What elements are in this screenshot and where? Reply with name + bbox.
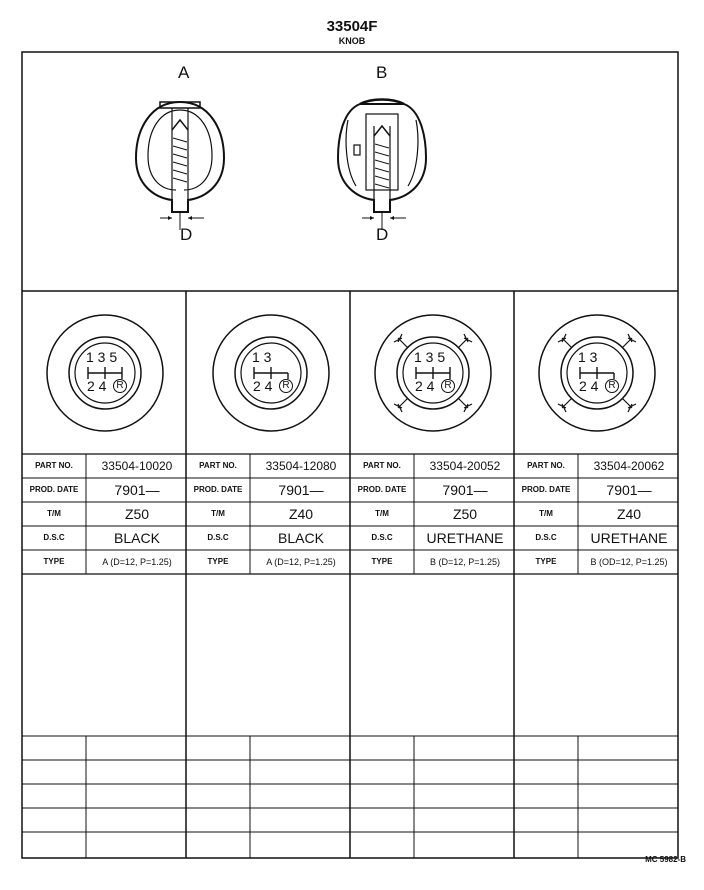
cell-dsc: URETHANE [426,530,504,546]
knob-top-view-1 [44,312,166,434]
drawing-code: MC 5982-B [645,855,686,864]
row-label-prod-date: PROD. DATE [29,485,79,494]
cell-part-no: 33504-20052 [429,459,501,473]
cell-part-no: 33504-20062 [593,459,665,473]
shift-pattern-top-4: 1 3 [578,349,598,365]
row-label-tm: T/M [211,509,225,518]
reverse-badge-3: R [441,379,455,393]
row-label-part-no: PART NO. [35,461,73,470]
part-name-subtitle: KNOB [338,36,366,46]
cell-prod-date: 7901— [442,482,488,498]
shift-pattern-bottom-3: 2 4 [415,378,435,394]
cell-tm: Z40 [616,506,642,522]
shift-pattern-bottom-1: 2 4 [87,378,107,394]
part-code-title: 33504F [326,18,378,35]
row-label-type: TYPE [43,557,65,566]
reverse-badge-2: R [279,379,293,393]
knob-top-view-3 [372,312,494,434]
cell-prod-date: 7901— [606,482,652,498]
view-b-label: B [376,63,388,82]
shift-pattern-bottom-4: 2 4 [579,378,599,394]
row-label-dsc: D.S.C [535,533,557,542]
shift-pattern-top-2: 1 3 [252,349,272,365]
row-label-prod-date: PROD. DATE [193,485,243,494]
view-a-label: A [178,63,190,82]
cell-tm: Z50 [124,506,150,522]
row-label-dsc: D.S.C [371,533,393,542]
cell-part-no: 33504-10020 [101,459,173,473]
row-label-dsc: D.S.C [43,533,65,542]
row-label-tm: T/M [47,509,61,518]
cell-dsc: URETHANE [590,530,668,546]
shift-pattern-bottom-2: 2 4 [253,378,273,394]
row-label-part-no: PART NO. [363,461,401,470]
cell-type: A (D=12, P=1.25) [266,557,336,567]
cell-type: B (D=12, P=1.25) [429,557,501,567]
row-label-dsc: D.S.C [207,533,229,542]
row-label-type: TYPE [371,557,393,566]
cell-type: A (D=12, P=1.25) [102,557,172,567]
row-label-part-no: PART NO. [199,461,237,470]
knob-top-view-4 [536,312,658,434]
reverse-badge-4: R [605,379,619,393]
dim-a-label: D [180,225,193,244]
knob-top-view-2 [210,312,332,434]
cell-prod-date: 7901— [278,482,324,498]
cell-type: B (OD=12, P=1.25) [590,557,668,567]
shift-pattern-top-1: 1 3 5 [86,349,118,365]
cell-part-no: 33504-12080 [265,459,337,473]
cell-prod-date: 7901— [114,482,160,498]
cell-dsc: BLACK [278,530,324,546]
row-label-tm: T/M [375,509,389,518]
row-label-tm: T/M [539,509,553,518]
cell-dsc: BLACK [114,530,160,546]
row-label-type: TYPE [207,557,229,566]
dim-b-label: D [376,225,389,244]
cell-tm: Z40 [288,506,314,522]
cell-tm: Z50 [452,506,478,522]
row-label-prod-date: PROD. DATE [357,485,407,494]
reverse-badge-1: R [113,379,127,393]
row-label-prod-date: PROD. DATE [521,485,571,494]
row-label-type: TYPE [535,557,557,566]
row-label-part-no: PART NO. [527,461,565,470]
shift-pattern-top-3: 1 3 5 [414,349,446,365]
